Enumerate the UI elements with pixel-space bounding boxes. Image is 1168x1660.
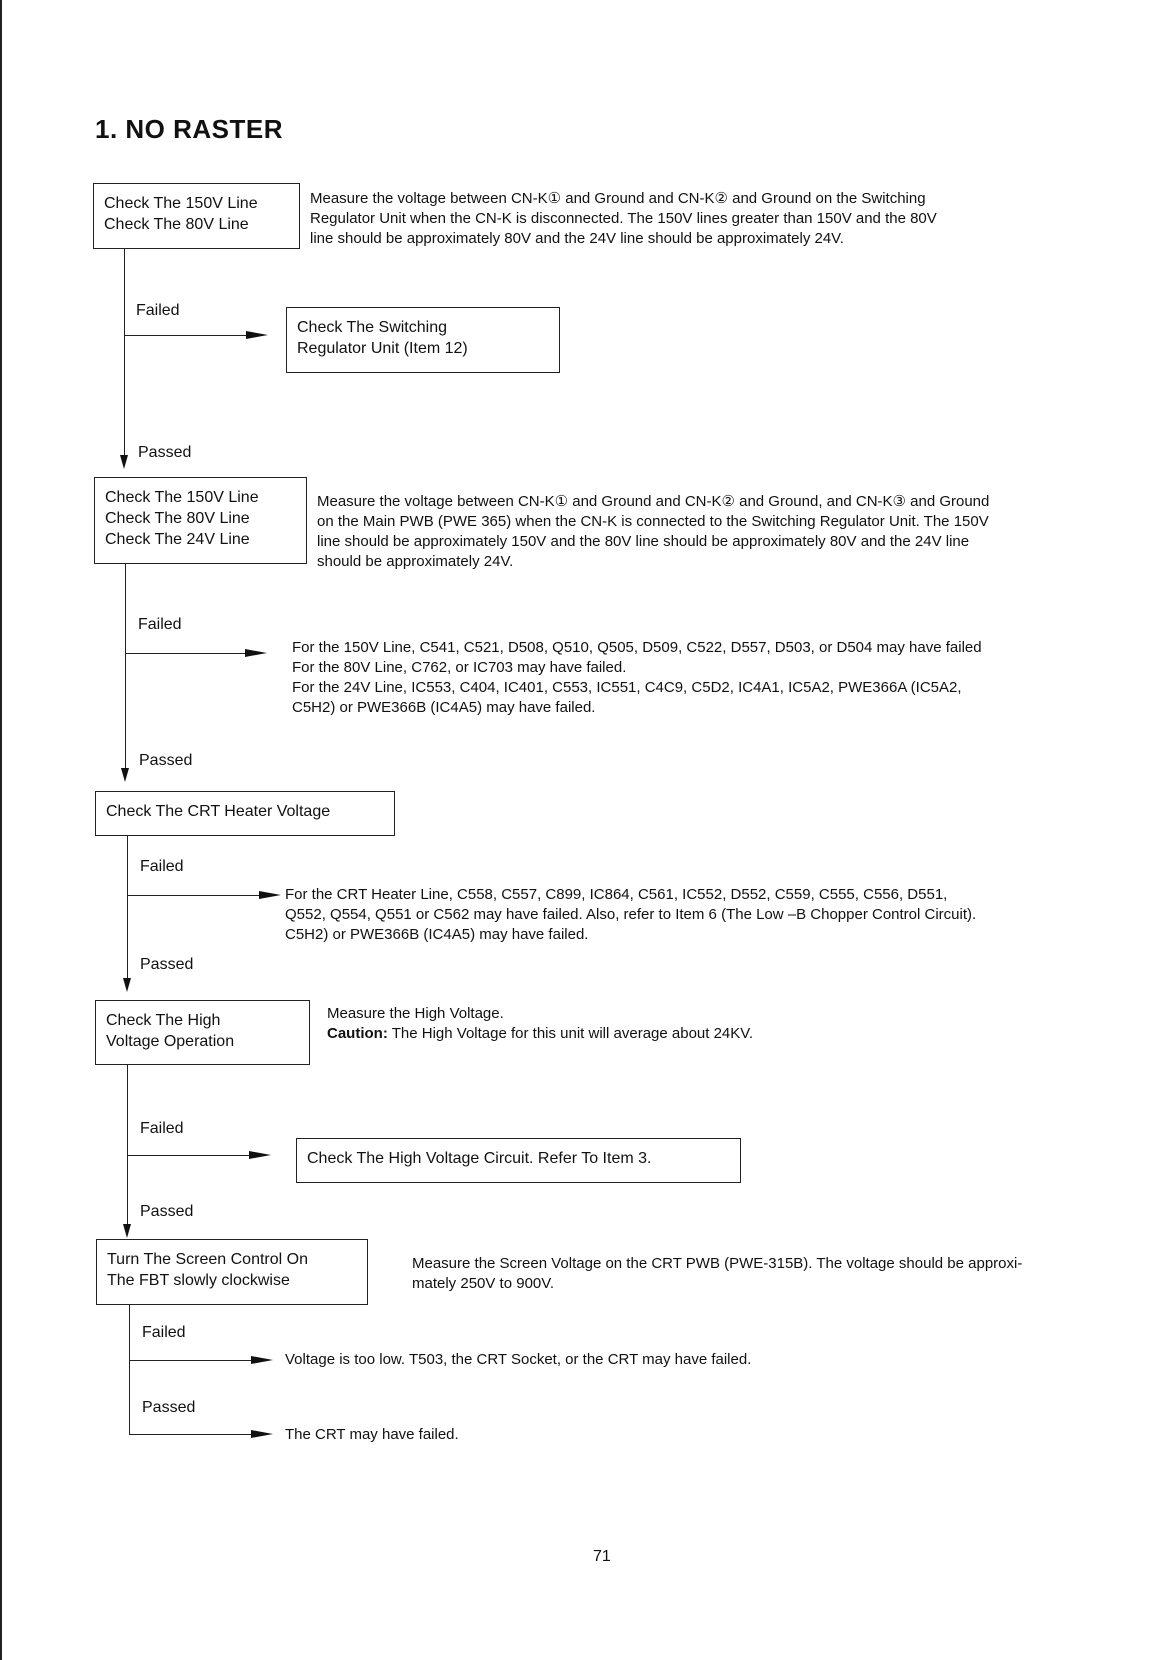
- step3-failed-arrow: [259, 891, 281, 899]
- step5-description: [412, 1254, 1132, 1294]
- step1-failed-arrow: [246, 331, 268, 339]
- step4-box-line: Voltage Operation: [106, 1033, 235, 1050]
- step2-description: [317, 492, 1107, 572]
- step2-failed-line: [125, 653, 245, 654]
- step2-desc-line: Measure the voltage between CN-K① and Ground and CN-K② and Ground, and CN-K③ and Ground: [317, 493, 990, 510]
- step1-failed-line: Regulator Unit (Item 12): [297, 340, 468, 357]
- step3-failed-label: Failed: [140, 858, 184, 875]
- step4-desc-line: Measure the High Voltage.: [327, 1005, 504, 1022]
- step4-flow-line: [127, 1065, 128, 1229]
- step2-desc-line: line should be approximately 150V and the 80V line should be approximately 80V and the 24V line: [317, 533, 970, 550]
- step2-failed-line: For the 150V Line, C541, C521, D508, Q510, Q505, D509, C522, D557, D503, or D504 may have failed: [292, 639, 982, 656]
- step1-box-line: Check The 150V Line: [104, 195, 258, 212]
- step5-passed-result: [285, 1425, 985, 1445]
- step5-failed-line: Voltage is too low. T503, the CRT Socket, or the CRT may have failed.: [285, 1351, 752, 1368]
- step4-failed-label: Failed: [140, 1120, 184, 1137]
- step1-failed-box: [286, 307, 560, 373]
- step2-box-line: Check The 80V Line: [105, 510, 250, 527]
- step5-passed-line: [129, 1434, 251, 1435]
- step2-passed-arrow: [121, 768, 129, 782]
- step2-passed-label: Passed: [139, 752, 193, 769]
- page-edge: [0, 0, 2, 1660]
- step5-failed-result: [285, 1350, 1085, 1370]
- step3-failed-line: [127, 895, 259, 896]
- step1-box-line: Check The 80V Line: [104, 216, 249, 233]
- step4-failed-box: [296, 1138, 741, 1183]
- step1-failed-label: Failed: [136, 302, 180, 319]
- step4-caution-line: [327, 1024, 1107, 1044]
- step2-failed-line: C5H2) or PWE366B (IC4A5) may have failed.: [292, 699, 596, 716]
- step3-box: [95, 791, 395, 836]
- step5-flow-line: [129, 1305, 130, 1435]
- step3-failed-line: For the CRT Heater Line, C558, C557, C899, IC864, C561, IC552, D552, C559, C555, C556, D551,: [285, 886, 948, 903]
- step1-desc-line: line should be approximately 80V and the 24V line should be approximately 24V.: [310, 230, 844, 247]
- step2-desc-line: should be approximately 24V.: [317, 553, 514, 570]
- step5-passed-line: The CRT may have failed.: [285, 1426, 459, 1443]
- step2-failed-result: [292, 638, 1112, 718]
- step2-box-line: Check The 150V Line: [105, 489, 259, 506]
- step2-failed-arrow: [245, 649, 267, 657]
- step5-failed-label: Failed: [142, 1324, 186, 1341]
- step3-flow-line: [127, 836, 128, 980]
- step4-failed-arrow: [249, 1151, 271, 1159]
- step2-desc-line: on the Main PWB (PWE 365) when the CN-K is connected to the Switching Regulator Unit. The 150V: [317, 513, 989, 530]
- step5-desc-line: mately 250V to 900V.: [412, 1275, 555, 1292]
- caution-label: Caution:: [327, 1025, 388, 1042]
- caution-text: The High Voltage for this unit will average about 24KV.: [391, 1025, 754, 1042]
- step2-box: [94, 477, 307, 564]
- step1-failed-line: Check The Switching: [297, 319, 447, 336]
- step1-failed-line: [124, 335, 246, 336]
- step2-flow-line: [125, 564, 126, 772]
- step4-box: [95, 1000, 310, 1065]
- step2-failed-line: For the 80V Line, C762, or IC703 may have failed.: [292, 659, 627, 676]
- step5-failed-line: [129, 1360, 251, 1361]
- step3-passed-label: Passed: [140, 956, 194, 973]
- step3-failed-result: [285, 885, 1115, 945]
- step1-passed-label: Passed: [138, 444, 192, 461]
- step2-box-line: Check The 24V Line: [105, 531, 250, 548]
- page-number: 71: [593, 1548, 611, 1565]
- step4-description: [327, 1004, 1107, 1044]
- step5-passed-label: Passed: [142, 1399, 196, 1416]
- step1-desc-line: Measure the voltage between CN-K① and Ground and CN-K② and Ground on the Switching: [310, 190, 926, 207]
- step4-failed-line: Check The High Voltage Circuit. Refer To Item 3.: [307, 1150, 652, 1167]
- step4-passed-label: Passed: [140, 1203, 194, 1220]
- step1-description: [310, 189, 1100, 249]
- step2-failed-line: For the 24V Line, IC553, C404, IC401, C553, IC551, C4C9, C5D2, IC4A1, IC5A2, PWE366A (IC5A2,: [292, 679, 962, 696]
- step5-box: [96, 1239, 368, 1305]
- step1-desc-line: Regulator Unit when the CN-K is disconnected. The 150V lines greater than 150V and the 80V: [310, 210, 937, 227]
- step1-passed-arrow: [120, 455, 128, 469]
- step3-box-line: Check The CRT Heater Voltage: [106, 803, 331, 820]
- step5-failed-arrow: [251, 1356, 273, 1364]
- step1-box: [93, 183, 300, 249]
- page-title: 1. NO RASTER: [95, 114, 284, 144]
- step1-flow-line: [124, 249, 125, 465]
- step5-desc-line: Measure the Screen Voltage on the CRT PWB (PWE-315B). The voltage should be approxi-: [412, 1255, 1023, 1272]
- step3-passed-arrow: [123, 978, 131, 992]
- step5-box-line: Turn The Screen Control On: [107, 1251, 308, 1268]
- step3-failed-line: Q552, Q554, Q551 or C562 may have failed. Also, refer to Item 6 (The Low –B Chopper Control Circuit).: [285, 906, 977, 923]
- step4-failed-line: [127, 1155, 249, 1156]
- step5-passed-arrow: [251, 1430, 273, 1438]
- step4-box-line: Check The High: [106, 1012, 221, 1029]
- step5-box-line: The FBT slowly clockwise: [107, 1272, 290, 1289]
- step4-passed-arrow: [123, 1224, 131, 1238]
- step3-failed-line: C5H2) or PWE366B (IC4A5) may have failed.: [285, 926, 589, 943]
- step2-failed-label: Failed: [138, 616, 182, 633]
